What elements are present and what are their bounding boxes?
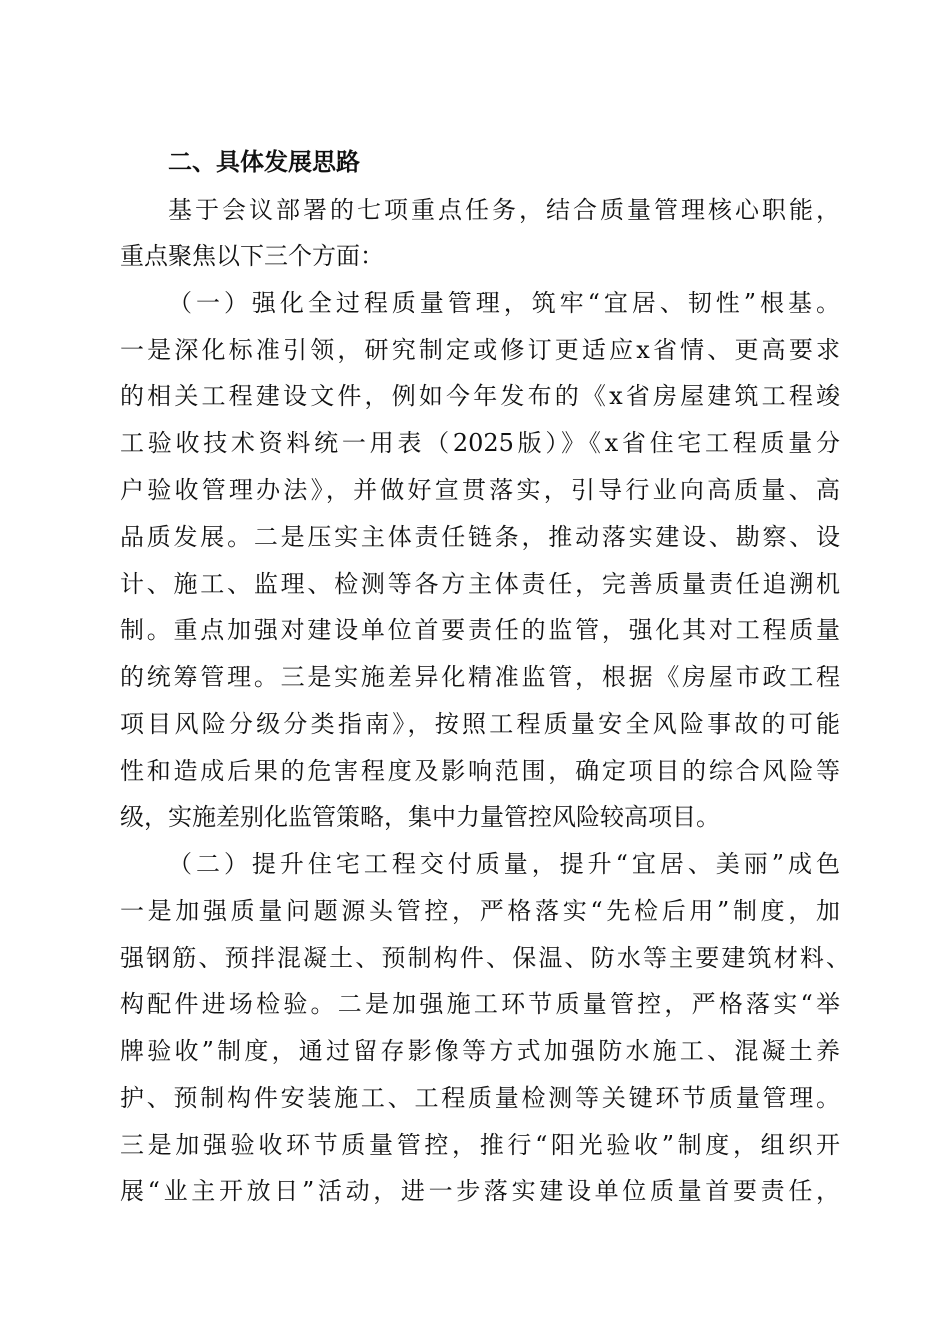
- part1-line: 项目风险分级分类指南》，按照工程质量安全风险事故的可能: [120, 710, 840, 738]
- part1-line: 户验收管理办法》，并做好宣贯落实，引导行业向高质量、高: [120, 476, 840, 504]
- intro-line-1: 基于会议部署的七项重点任务，结合质量管理核心职能，: [168, 196, 840, 224]
- intro-line-2: 重点聚焦以下三个方面：: [120, 242, 384, 270]
- part2-title: （二）提升住宅工程交付质量，提升“宜居、美丽”成色: [168, 850, 840, 878]
- part2-line: 构配件进场检验。二是加强施工环节质量管控，严格落实“举: [120, 990, 840, 1018]
- part1-line: 性和造成后果的危害程度及影响范围，确定项目的综合风险等: [120, 757, 840, 785]
- part1-title: （一）强化全过程质量管理，筑牢“宜居、韧性”根基。: [168, 289, 840, 317]
- part1-line: 一是深化标准引领，研究制定或修订更适应x省情、更高要求: [120, 336, 840, 364]
- part2-line: 护、预制构件安装施工、工程质量检测等关键环节质量管理。: [120, 1084, 840, 1112]
- part1-line: 的相关工程建设文件，例如今年发布的《x省房屋建筑工程竣: [120, 382, 840, 410]
- part2-line: 强钢筋、预拌混凝土、预制构件、保温、防水等主要建筑材料、: [120, 944, 850, 972]
- part2-line: 牌验收”制度，通过留存影像等方式加强防水施工、混凝土养: [120, 1037, 840, 1065]
- part1-line: 工验收技术资料统一用表（2025版）》《x省住宅工程质量分: [120, 429, 840, 457]
- part1-line: 制。重点加强对建设单位首要责任的监管，强化其对工程质量: [120, 616, 840, 644]
- part1-line: 的统筹管理。三是实施差异化精准监管，根据《房屋市政工程: [120, 663, 840, 691]
- part2-line: 三是加强验收环节质量管控，推行“阳光验收”制度，组织开: [120, 1131, 840, 1159]
- part1-line: 品质发展。二是压实主体责任链条，推动落实建设、勘察、设: [120, 523, 840, 551]
- section-heading: 二、具体发展思路: [168, 148, 360, 176]
- part1-line: 计、施工、监理、检测等各方主体责任，完善质量责任追溯机: [120, 570, 840, 598]
- part1-line: 级，实施差别化监管策略，集中力量管控风险较高项目。: [120, 803, 720, 831]
- part2-line: 一是加强质量问题源头管控，严格落实“先检后用”制度，加: [120, 897, 840, 925]
- part2-line: 展“业主开放日”活动，进一步落实建设单位质量首要责任，: [120, 1177, 840, 1205]
